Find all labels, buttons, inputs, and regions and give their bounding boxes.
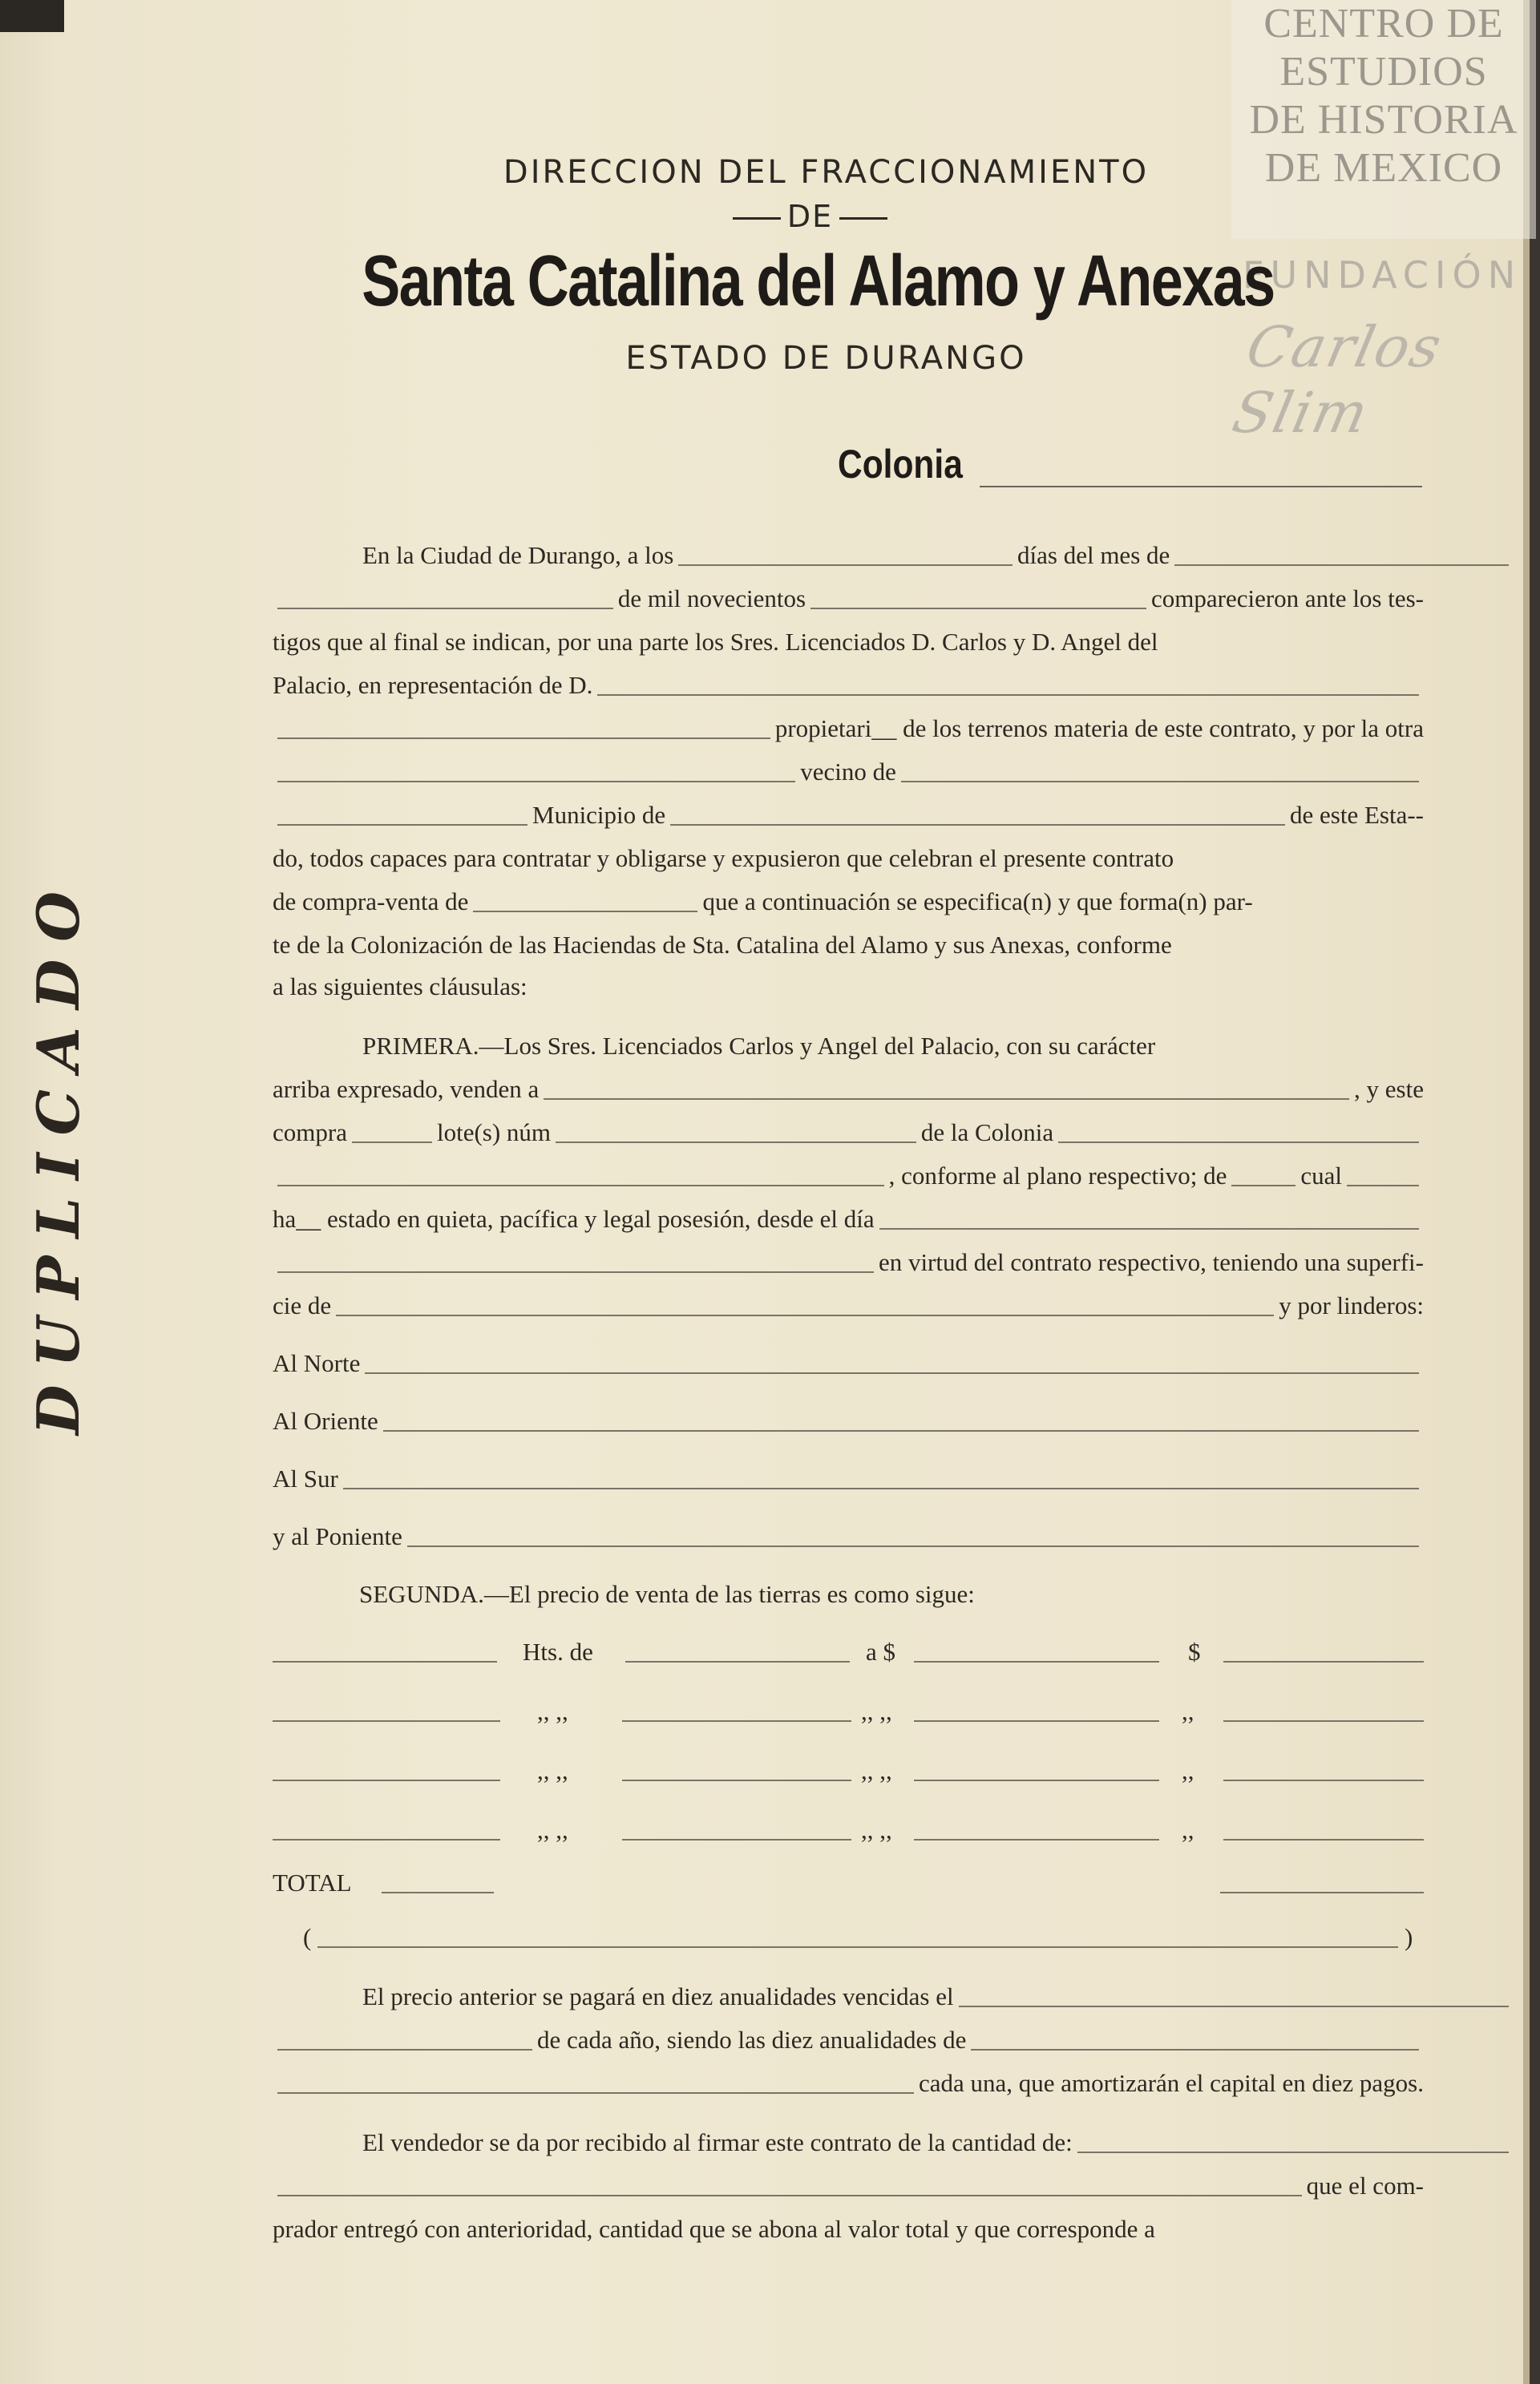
text-p1-e: tigos que al final se indican, por una parte los Sres. Licenciados D. Carlos y D. Angel del bbox=[273, 628, 1158, 656]
colonia-label: Colonia bbox=[838, 442, 963, 487]
form-line-14 bbox=[273, 1116, 1424, 1150]
price-row-2 bbox=[273, 1695, 1424, 1728]
header-title: Santa Catalina del Alamo y Anexas bbox=[362, 241, 1275, 321]
form-line-recibo-3 bbox=[273, 2212, 1424, 2246]
field-anio[interactable] bbox=[810, 607, 1146, 609]
text-paren-open: ( bbox=[303, 1923, 312, 1951]
text-p1-g: propietari__ de los terrenos materia de este contrato, y por la otra bbox=[774, 714, 1424, 742]
field-fecha-posesion[interactable] bbox=[879, 1227, 1419, 1230]
field-mes[interactable] bbox=[1174, 564, 1509, 566]
watermark-line-2: ESTUDIOS bbox=[1279, 49, 1488, 95]
field-cantidad-lotes[interactable] bbox=[352, 1141, 432, 1143]
field-vecino[interactable] bbox=[901, 780, 1419, 782]
field-clase-2[interactable] bbox=[622, 1719, 851, 1722]
form-line-pago-1 bbox=[273, 1980, 1514, 2014]
text-c1-i: ha__ estado en quieta, pacífica y legal posesión, desde el día bbox=[273, 1205, 875, 1233]
text-c1-h: cual bbox=[1300, 1162, 1342, 1190]
form-line-13 bbox=[273, 1073, 1424, 1106]
text-p1-d: comparecieron ante los tes- bbox=[1151, 584, 1425, 612]
form-line-pago-3 bbox=[273, 2067, 1424, 2100]
text-p1-m: que a continuación se especifica(n) y que forma(n) par- bbox=[702, 887, 1253, 915]
field-dias[interactable] bbox=[678, 564, 1013, 566]
field-precio-unit-2[interactable] bbox=[914, 1719, 1159, 1722]
field-vende-a[interactable] bbox=[544, 1097, 1349, 1100]
field-numero-lote[interactable] bbox=[556, 1141, 916, 1143]
field-precio-unit-3[interactable] bbox=[914, 1779, 1159, 1781]
field-precio-unit-1[interactable] bbox=[914, 1660, 1159, 1663]
text-poniente: y al Poniente bbox=[273, 1522, 402, 1550]
duplicado-stamp: DUPLICADO bbox=[24, 874, 92, 1435]
field-importe-4[interactable] bbox=[1223, 1838, 1424, 1841]
text-ditto-6: ,, bbox=[1182, 1756, 1194, 1784]
field-monto-anualidad[interactable] bbox=[971, 2048, 1419, 2051]
text-p3-a: El precio anterior se pagará en diez anualidades vencidas el bbox=[362, 1982, 954, 2010]
field-oriente[interactable] bbox=[383, 1429, 1419, 1432]
text-c1-b: arriba expresado, venden a bbox=[273, 1075, 540, 1103]
form-line-1 bbox=[273, 539, 1514, 572]
total-words-row bbox=[273, 1921, 1424, 1954]
form-line-poniente bbox=[273, 1520, 1424, 1554]
field-representacion[interactable] bbox=[597, 693, 1419, 696]
text-c1-j: en virtud del contrato respectivo, teniendo una superfi- bbox=[878, 1248, 1424, 1276]
field-clase-3[interactable] bbox=[622, 1779, 851, 1781]
form-line-16 bbox=[273, 1202, 1424, 1236]
field-importe-3[interactable] bbox=[1223, 1779, 1424, 1781]
watermark-fundacion: FUNDACIÓN bbox=[1243, 253, 1522, 297]
form-line-3 bbox=[273, 625, 1424, 659]
price-row-1 bbox=[273, 1635, 1424, 1669]
field-fecha-anualidad-cont[interactable] bbox=[277, 2048, 532, 2051]
text-p1-l: de compra-venta de bbox=[273, 887, 469, 915]
watermark-line-3: DE HISTORIA bbox=[1249, 97, 1518, 143]
text-hts: Hts. de bbox=[523, 1638, 593, 1666]
form-line-5 bbox=[273, 712, 1424, 746]
form-line-pago-2 bbox=[273, 2023, 1424, 2057]
field-total-hectareas[interactable] bbox=[382, 1891, 494, 1893]
form-line-10 bbox=[273, 928, 1424, 962]
scan-corner bbox=[0, 0, 64, 32]
field-hectareas-1[interactable] bbox=[273, 1660, 497, 1663]
form-line-recibo-1 bbox=[273, 2126, 1514, 2160]
text-norte: Al Norte bbox=[273, 1349, 361, 1377]
form-line-8 bbox=[273, 842, 1424, 875]
text-ditto-5: ,, ,, bbox=[861, 1756, 892, 1784]
field-norte[interactable] bbox=[365, 1372, 1419, 1374]
header-de-text: DE bbox=[786, 199, 834, 234]
text-c1-a: PRIMERA.—Los Sres. Licenciados Carlos y Angel del Palacio, con su carácter bbox=[362, 1032, 1156, 1060]
form-line-recibo-2 bbox=[273, 2169, 1424, 2203]
field-superficie[interactable] bbox=[336, 1314, 1274, 1316]
form-line-6 bbox=[273, 755, 1424, 789]
watermark-line-1: CENTRO DE bbox=[1263, 1, 1504, 46]
field-sur[interactable] bbox=[343, 1487, 1419, 1489]
text-p3-c: cada una, que amortizarán el capital en diez pagos. bbox=[918, 2069, 1424, 2097]
field-dia-mes[interactable] bbox=[277, 607, 613, 609]
text-ditto-2: ,, ,, bbox=[861, 1697, 892, 1725]
text-a-dollar: a $ bbox=[866, 1638, 896, 1666]
form-line-oriente bbox=[273, 1404, 1424, 1438]
text-c1-c: , y este bbox=[1354, 1075, 1424, 1103]
field-precio-unit-4[interactable] bbox=[914, 1838, 1159, 1841]
text-p1-a: En la Ciudad de Durango, a los bbox=[362, 541, 674, 569]
field-propietario[interactable] bbox=[277, 737, 770, 739]
form-line-norte bbox=[273, 1347, 1424, 1380]
form-line-4 bbox=[273, 669, 1424, 702]
watermark-line-4: DE MEXICO bbox=[1264, 145, 1503, 191]
watermark-signature: Carlos Slim bbox=[1227, 314, 1449, 446]
text-total: TOTAL bbox=[273, 1869, 352, 1897]
field-colonia-lote[interactable] bbox=[1058, 1141, 1419, 1143]
text-p1-n: te de la Colonización de las Haciendas de Sta. Catalina del Alamo y sus Anexas, conforme bbox=[273, 931, 1172, 959]
text-p1-b: días del mes de bbox=[1017, 541, 1170, 569]
field-poniente[interactable] bbox=[407, 1545, 1419, 1547]
field-importe-2[interactable] bbox=[1223, 1719, 1424, 1722]
text-c1-e: lote(s) núm bbox=[436, 1118, 552, 1146]
text-ditto-3: ,, bbox=[1182, 1697, 1194, 1725]
text-c1-k: cie de bbox=[273, 1291, 332, 1319]
field-total-letra[interactable] bbox=[317, 1946, 1398, 1948]
price-row-4 bbox=[273, 1813, 1424, 1847]
text-p4-a: El vendedor se da por recibido al firmar este contrato de la cantidad de: bbox=[362, 2128, 1073, 2156]
form-line-7 bbox=[273, 798, 1424, 832]
text-c1-g: , conforme al plano respectivo; de bbox=[888, 1162, 1227, 1190]
field-cantidad-recibida-cont[interactable] bbox=[277, 2194, 1302, 2196]
text-c1-d: compra bbox=[273, 1118, 347, 1146]
form-line-segunda bbox=[273, 1578, 1510, 1611]
text-c2-a: SEGUNDA.—El precio de venta de las tierras es como sigue: bbox=[359, 1580, 975, 1608]
field-objeto-venta[interactable] bbox=[473, 910, 697, 912]
text-p1-c: de mil novecientos bbox=[617, 584, 806, 612]
form-line-9 bbox=[273, 885, 1424, 919]
text-ditto-8: ,, ,, bbox=[861, 1816, 892, 1844]
text-p3-b: de cada año, siendo las diez anualidades de bbox=[537, 2026, 967, 2054]
field-localidad[interactable] bbox=[277, 823, 527, 826]
field-de-cual[interactable] bbox=[1231, 1184, 1295, 1186]
field-hectareas-4[interactable] bbox=[273, 1838, 500, 1841]
text-c1-l: y por linderos: bbox=[1279, 1291, 1424, 1319]
text-ditto-9: ,, bbox=[1182, 1816, 1194, 1844]
text-p1-h: vecino de bbox=[800, 758, 896, 786]
text-ditto-7: ,, ,, bbox=[537, 1816, 568, 1844]
text-oriente: Al Oriente bbox=[273, 1407, 378, 1435]
field-clase-1[interactable] bbox=[625, 1660, 850, 1663]
field-fecha-anualidad[interactable] bbox=[959, 2005, 1509, 2007]
field-cual[interactable] bbox=[1347, 1184, 1419, 1186]
field-clase-4[interactable] bbox=[622, 1838, 851, 1841]
form-line-11 bbox=[273, 970, 1424, 1004]
form-line-15 bbox=[273, 1159, 1424, 1193]
text-p1-k: do, todos capaces para contratar y obligarse y expusieron que celebran el presente contrato bbox=[273, 844, 1174, 872]
text-dollar: $ bbox=[1188, 1638, 1201, 1666]
total-row bbox=[273, 1866, 1424, 1900]
form-line-18 bbox=[273, 1289, 1424, 1323]
colonia-field[interactable] bbox=[980, 486, 1422, 487]
text-p1-i: Municipio de bbox=[532, 801, 666, 829]
field-colonia-cont[interactable] bbox=[277, 1184, 884, 1186]
header-direccion: DIRECCION DEL FRACCIONAMIENTO bbox=[503, 154, 1150, 191]
text-c1-f: de la Colonia bbox=[920, 1118, 1054, 1146]
text-p4-c: prador entregó con anterioridad, cantidad que se abona al valor total y que corresponde a bbox=[273, 2215, 1155, 2243]
text-ditto-1: ,, ,, bbox=[537, 1697, 568, 1725]
form-line-sur bbox=[273, 1462, 1424, 1496]
field-importe-1[interactable] bbox=[1223, 1660, 1424, 1663]
price-row-3 bbox=[273, 1754, 1424, 1788]
field-cantidad-recibida[interactable] bbox=[1077, 2151, 1509, 2153]
field-total-importe[interactable] bbox=[1220, 1891, 1424, 1893]
header-de bbox=[0, 199, 1540, 234]
field-monto-anualidad-cont[interactable] bbox=[277, 2091, 914, 2094]
text-sur: Al Sur bbox=[273, 1465, 338, 1493]
field-municipio[interactable] bbox=[670, 823, 1285, 826]
text-ditto-4: ,, ,, bbox=[537, 1756, 568, 1784]
form-line-12 bbox=[273, 1029, 1514, 1063]
form-line-17 bbox=[273, 1246, 1424, 1279]
text-paren-close: ) bbox=[1405, 1923, 1413, 1951]
text-p4-b: que el com- bbox=[1306, 2172, 1424, 2200]
header-state: ESTADO DE DURANGO bbox=[625, 340, 1027, 377]
field-hectareas-3[interactable] bbox=[273, 1779, 500, 1781]
text-p1-o: a las siguientes cláusulas: bbox=[273, 972, 527, 1000]
field-hectareas-2[interactable] bbox=[273, 1719, 500, 1722]
form-line-2 bbox=[273, 582, 1424, 616]
text-p1-j: de este Esta-- bbox=[1290, 801, 1424, 829]
field-fecha-posesion-cont[interactable] bbox=[277, 1271, 874, 1273]
text-p1-f: Palacio, en representación de D. bbox=[273, 671, 593, 699]
field-comprador[interactable] bbox=[277, 780, 795, 782]
